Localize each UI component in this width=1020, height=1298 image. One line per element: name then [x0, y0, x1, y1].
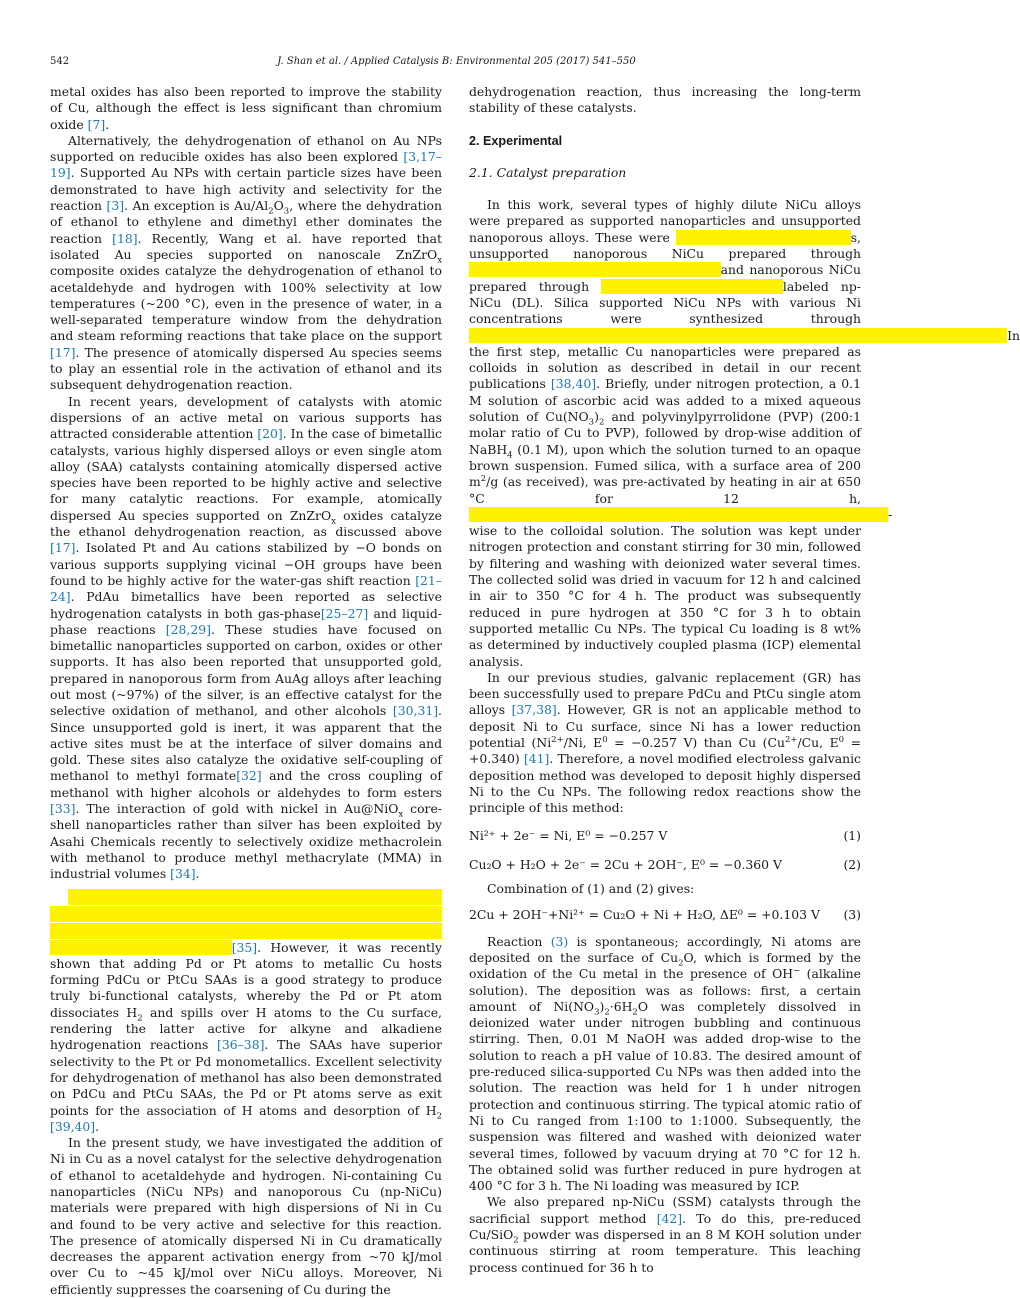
paragraph: metal oxides has also been reported to improve the stability of Cu, although the effect is less significant than chromium oxide [7]. — [50, 84, 442, 132]
citation-link[interactable]: [42] — [656, 1210, 683, 1226]
left-column — [50, 84, 442, 1298]
citation-link[interactable]: [20] — [257, 426, 283, 442]
citation-link[interactable]: [33] — [50, 801, 76, 817]
equation-2: Cu₂O + H₂O + 2e⁻ = 2Cu + 2OH⁻, E⁰ = −0.360 V (2) — [469, 856, 861, 872]
citation-link[interactable]: [17] — [50, 540, 76, 556]
citation-link[interactable]: [37,38] — [511, 702, 557, 718]
paragraph: In recent years, development of catalysts with atomic dispersions of an active metal on various supports has attracted considerable attention [20]. In the case of bimetallic catalysts, various highly dispersed alloys or even single atom alloy (SAA) catalysts containing atomically dispersed active species have been reported to be highly active and selective for many catalytic reactions. For example, atomically dispersed Au species supported on ZnZrO$_x$ oxides catalyze the ethanol dehydrogenation reaction, as discussed above [17]. Isolated Pt and Au cations stabilized by −O bonds on various supports supplying vicinal −OH groups have been found to be highly active for the water-gas shift reaction [21–24]. PdAu bimetallics have been reported as selective hydrogenation catalysts in both gas-phase[25–27] and liquid-phase reactions [28,29]. These studies have focused on bimetallic nanoparticles supported on carbon, oxides or other supports. It has also been reported that unsupported gold, prepared in nanoporous form from AuAg alloys after leaching out most (~97%) of the silver, is an effective catalyst for the selective oxidation of methanol, and other alcohols [30,31]. Since unsupported gold is inert, it was apparent that the active sites must be at the interface of silver domains and gold. These sites also catalyze the oxidative self-coupling of methanol to methyl formate[32] and the cross coupling of methanol with higher alcohols or aldehydes to form esters [33]. The interaction of gold with nickel in Au@NiO$_x$ core-shell nanoparticles rather than silver has been exploited by Asahi Chemicals recently to selectively oxidize methacrolein with methanol to produce methyl methacrylate (MMA) in industrial volumes [34]. — [50, 393, 443, 882]
citation-link[interactable]: [38,40] — [550, 376, 597, 392]
citation-link[interactable]: [41] — [523, 751, 550, 767]
redacted-highlight: xxxxxxxxxxxxxxxxxxxxxxxxx — [675, 229, 851, 245]
citation-link[interactable]: [30,31] — [392, 703, 439, 719]
citation-link[interactable]: (3) — [550, 933, 569, 949]
paragraph: We also prepared np-NiCu (SSM) catalysts through the sacrificial support method [42]. To do this, pre-reduced Cu/SiO$_2$ powder was dispersed in an 8 M KOH solution under continuous stirring at room temperature. This leaching process continued for 36 h to — [469, 1194, 862, 1275]
paragraph: Reaction (3) is spontaneous; accordingly, Ni atoms are deposited on the surface of $Cu_2O$, which is formed by the oxidation of the Cu metal in the presence of OH− (alkaline solution). The deposition was as follows: first, a certain amount of $Ni(NO_3)_2\cdot 6H_2O$ was completely dissolved in deionized water under nitrogen bubbling and continuous stirring. Then, 0.01 M NaOH was added drop-wise to the solution to reach a pH value of 10.83. The desired amount of pre-reduced silica-supported Cu NPs was then added into the solution. The reaction was held for 1 h under nitrogen protection and continuous stirring. The typical atomic ratio of Ni to Cu ranged from 1:100 to 1:1000. Subsequently, the suspension was filtered and washed with deionized water several times, followed by vacuum drying at 70 °C for 12 h. The obtained solid was further reduced in pure hydrogen at 400 °C for 3 h. The Ni loading was measured by ICP. — [469, 933, 861, 1194]
section-heading: 2. Experimental — [469, 133, 563, 148]
citation-link[interactable]: [3] — [106, 198, 125, 214]
redacted-highlight: xxxxxxxxxxxxxxxxxxxxxxxxxxxxxxxxxxxxxxxxxxxxxxxxxxxxxxxxxxxx — [469, 506, 889, 522]
citation-link[interactable]: [28,29] — [165, 621, 211, 637]
equation-3: 2Cu + 2OH⁻+Ni²⁺ = Cu₂O + Ni + H₂O, ΔE⁰ = +0.103 V (3) — [469, 907, 861, 923]
paragraph: In this work, several types of highly dilute NiCu alloys were prepared as supported nanoparticles and unsupported nanoporous alloys. These were xxxxxxxxxxxxxxxxxxxxxxxxxs, unsupported nanoporous NiCu prepared through xxxxxxxxxxxxxxxxxxxxxxxxxxxxxxxxxxxxand nanoporous NiCu prepared through xxxxxxxxxxxxxxxxxxxxxxxxxxlabeled np-NiCu (DL). Silica supported NiCu NPs with various Ni concentrations were synthesized through xxxxxxxxxxxxxxxxxxxxxxxxxxxxxxxxxxxxxxxxxxxxxxxxxxxxxxxxxxxxxxxxxxxxxxxxxxxxxIn the first step, metallic Cu nanoparticles were prepared as colloids in solution as described in detail in our recent publications [38,40]. Briefly, under nitrogen protection, a 0.1 M solution of ascorbic acid was added to a mixed aqueous solution of $Cu(NO_3)_2$ and polyvinylpyrrolidone (PVP) (200:1 molar ratio of Cu to PVP), followed by drop-wise addition of NaBH$_4$ (0.1 M), upon which the solution turned to an opaque brown suspension. Fumed silica, with a surface area of 200 $m^2/g$ (as received), was pre-activated by heating in air at 650 °C for 12 h, xxxxxxxxxxxxxxxxxxxxxxxxxxxxxxxxxxxxxxxxxxxxxxxxxxxxxxxxxxxx-wise to the colloidal solution. The solution was kept under nitrogen protection and constant stirring for 30 min, followed by filtering and washing with deionized water several times. The collected solid was dried in vacuum for 12 h and calcined in air to 350 °C for 4 h. The product was subsequently reduced in pure hydrogen at 350 °C for 3 h to obtain supported metallic Cu NPs. The typical Cu loading is 8 wt% as determined by inductively coupled plasma (ICP) elemental analysis. — [469, 197, 1020, 669]
citation-link[interactable]: [21–24] — [50, 572, 442, 605]
redacted-highlight: xxxxxxxxxxxxxxxxxxxxxxxxxx — [601, 278, 783, 294]
citation-link[interactable]: [34] — [170, 866, 196, 882]
redacted-highlight: xxxxxxxxxxxxxxxxxxxxxxxxxx — [50, 939, 232, 955]
redacted-highlight: xxxxxxxxxxxxxxxxxxxxxxxxxxxxxxxxxxxxxxxxxxxxxxxxxxxxxxxxxxxxxxxxxxxxxxxxxxxxx — [469, 327, 1008, 343]
right-column — [469, 84, 1020, 1276]
redacted-highlight: xxxxxxxxxxxxxxxxxxxxxxxxxxxxxxxxxxxx — [469, 262, 721, 278]
redacted-highlight-block — [50, 889, 442, 939]
paragraph: dehydrogenation reaction, thus increasing the long-term stability of these catalysts. — [469, 84, 861, 116]
citation-link[interactable]: [32] — [236, 768, 262, 784]
equation-1: Ni²⁺ + 2e⁻ = Ni, E⁰ = −0.257 V (1) — [469, 828, 861, 844]
paragraph: In the present study, we have investigated the addition of Ni in Cu as a novel catalyst for the selective dehydrogenation of ethanol to acetaldehyde and hydrogen. Ni-containing Cu nanoparticles (NiCu NPs) and nanoporous Cu (np-NiCu) materials were prepared with high dispersions of Ni in Cu and found to be very active and selective for this reaction. The presence of atomically dispersed Ni in Cu dramatically decreases the apparent activation energy from ~70 kJ/mol over Cu to ~45 kJ/mol over NiCu alloys. Moreover, Ni efficiently suppresses the coarsening of Cu during the — [50, 1135, 442, 1297]
paragraph: Alternatively, the dehydrogenation of ethanol on Au NPs supported on reducible oxides has also been explored [3,17–19]. Supported Au NPs with certain particle sizes have been demonstrated to have high activity and selectivity for the reaction [3]. An exception is $Au/Al_2O_3$, where the dehydration of ethanol to ethylene and dimethyl ether dominates the reaction [18]. Recently, Wang et al. have reported that isolated Au species supported on nanoscale ZnZrO$_x$ composite oxides catalyze the dehydrogenation of ethanol to acetaldehyde and hydrogen with 100% selectivity at low temperatures (~200 °C), even in the presence of water, in a well-separated temperature window from the dehydration and steam reforming reactions that take place on the support [17]. The presence of atomically dispersed Au species seems to play an essential role in the activation of ethanol and its subsequent dehydrogenation reaction. — [50, 132, 442, 393]
citation-link[interactable]: [7] — [87, 116, 106, 132]
paragraph: xxxxxxxxxxxxxxxxxxxxxxxxxx[35]. However, it was recently shown that adding Pd or Pt atoms to metallic Cu hosts forming PdCu or PtCu SAAs is a good strategy to produce truly bi-functional catalysts, whereby the Pd or Pt atom dissociates $H_2$ and spills over H atoms to the Cu surface, rendering the latter active for alkyne and alkadiene hydrogenation reactions [36–38]. The SAAs have superior selectivity to the Pt or Pd monometallics. Excellent selectivity for dehydrogenation of methanol has also been demonstrated on PdCu and PtCu SAAs, the Pd or Pt atoms serve as exit points for the association of H atoms and desorption of $H_2$ [39,40]. — [50, 939, 442, 1134]
citation-link[interactable]: [17] — [50, 344, 76, 360]
page-number: 542 — [50, 56, 70, 67]
citation-link[interactable]: [25–27] — [320, 605, 369, 621]
journal-citation: J. Shan et al. / Applied Catalysis B: Environmental 205 (2017) 541–550 — [277, 56, 636, 67]
page-header — [50, 56, 863, 70]
citation-link[interactable]: [39,40] — [50, 1118, 96, 1134]
citation-link[interactable]: [36–38] — [217, 1037, 265, 1053]
subsection-heading: 2.1. Catalyst preparation — [469, 164, 627, 180]
citation-link[interactable]: [18] — [112, 230, 138, 246]
paragraph: Combination of (1) and (2) gives: — [487, 881, 695, 897]
paragraph: In our previous studies, galvanic replacement (GR) has been successfully used to prepare PdCu and PtCu single atom alloys [37,38]. However, GR is not an applicable method to deposit Ni to Cu surface, since Ni has a lower reduction potential ($Ni^{2+}/Ni$, $E^0 = -0.257$ V) than Cu ($Cu^{2+}/Cu$, $E^0 = +0.340$) [41]. Therefore, a novel modified electroless galvanic deposition method was developed to deposit highly dispersed Ni to the Cu NPs. The following redox reactions show the principle of this method: — [469, 669, 862, 816]
citation-link[interactable]: [35] — [231, 939, 258, 955]
citation-link[interactable]: [3,17–19] — [50, 149, 442, 181]
